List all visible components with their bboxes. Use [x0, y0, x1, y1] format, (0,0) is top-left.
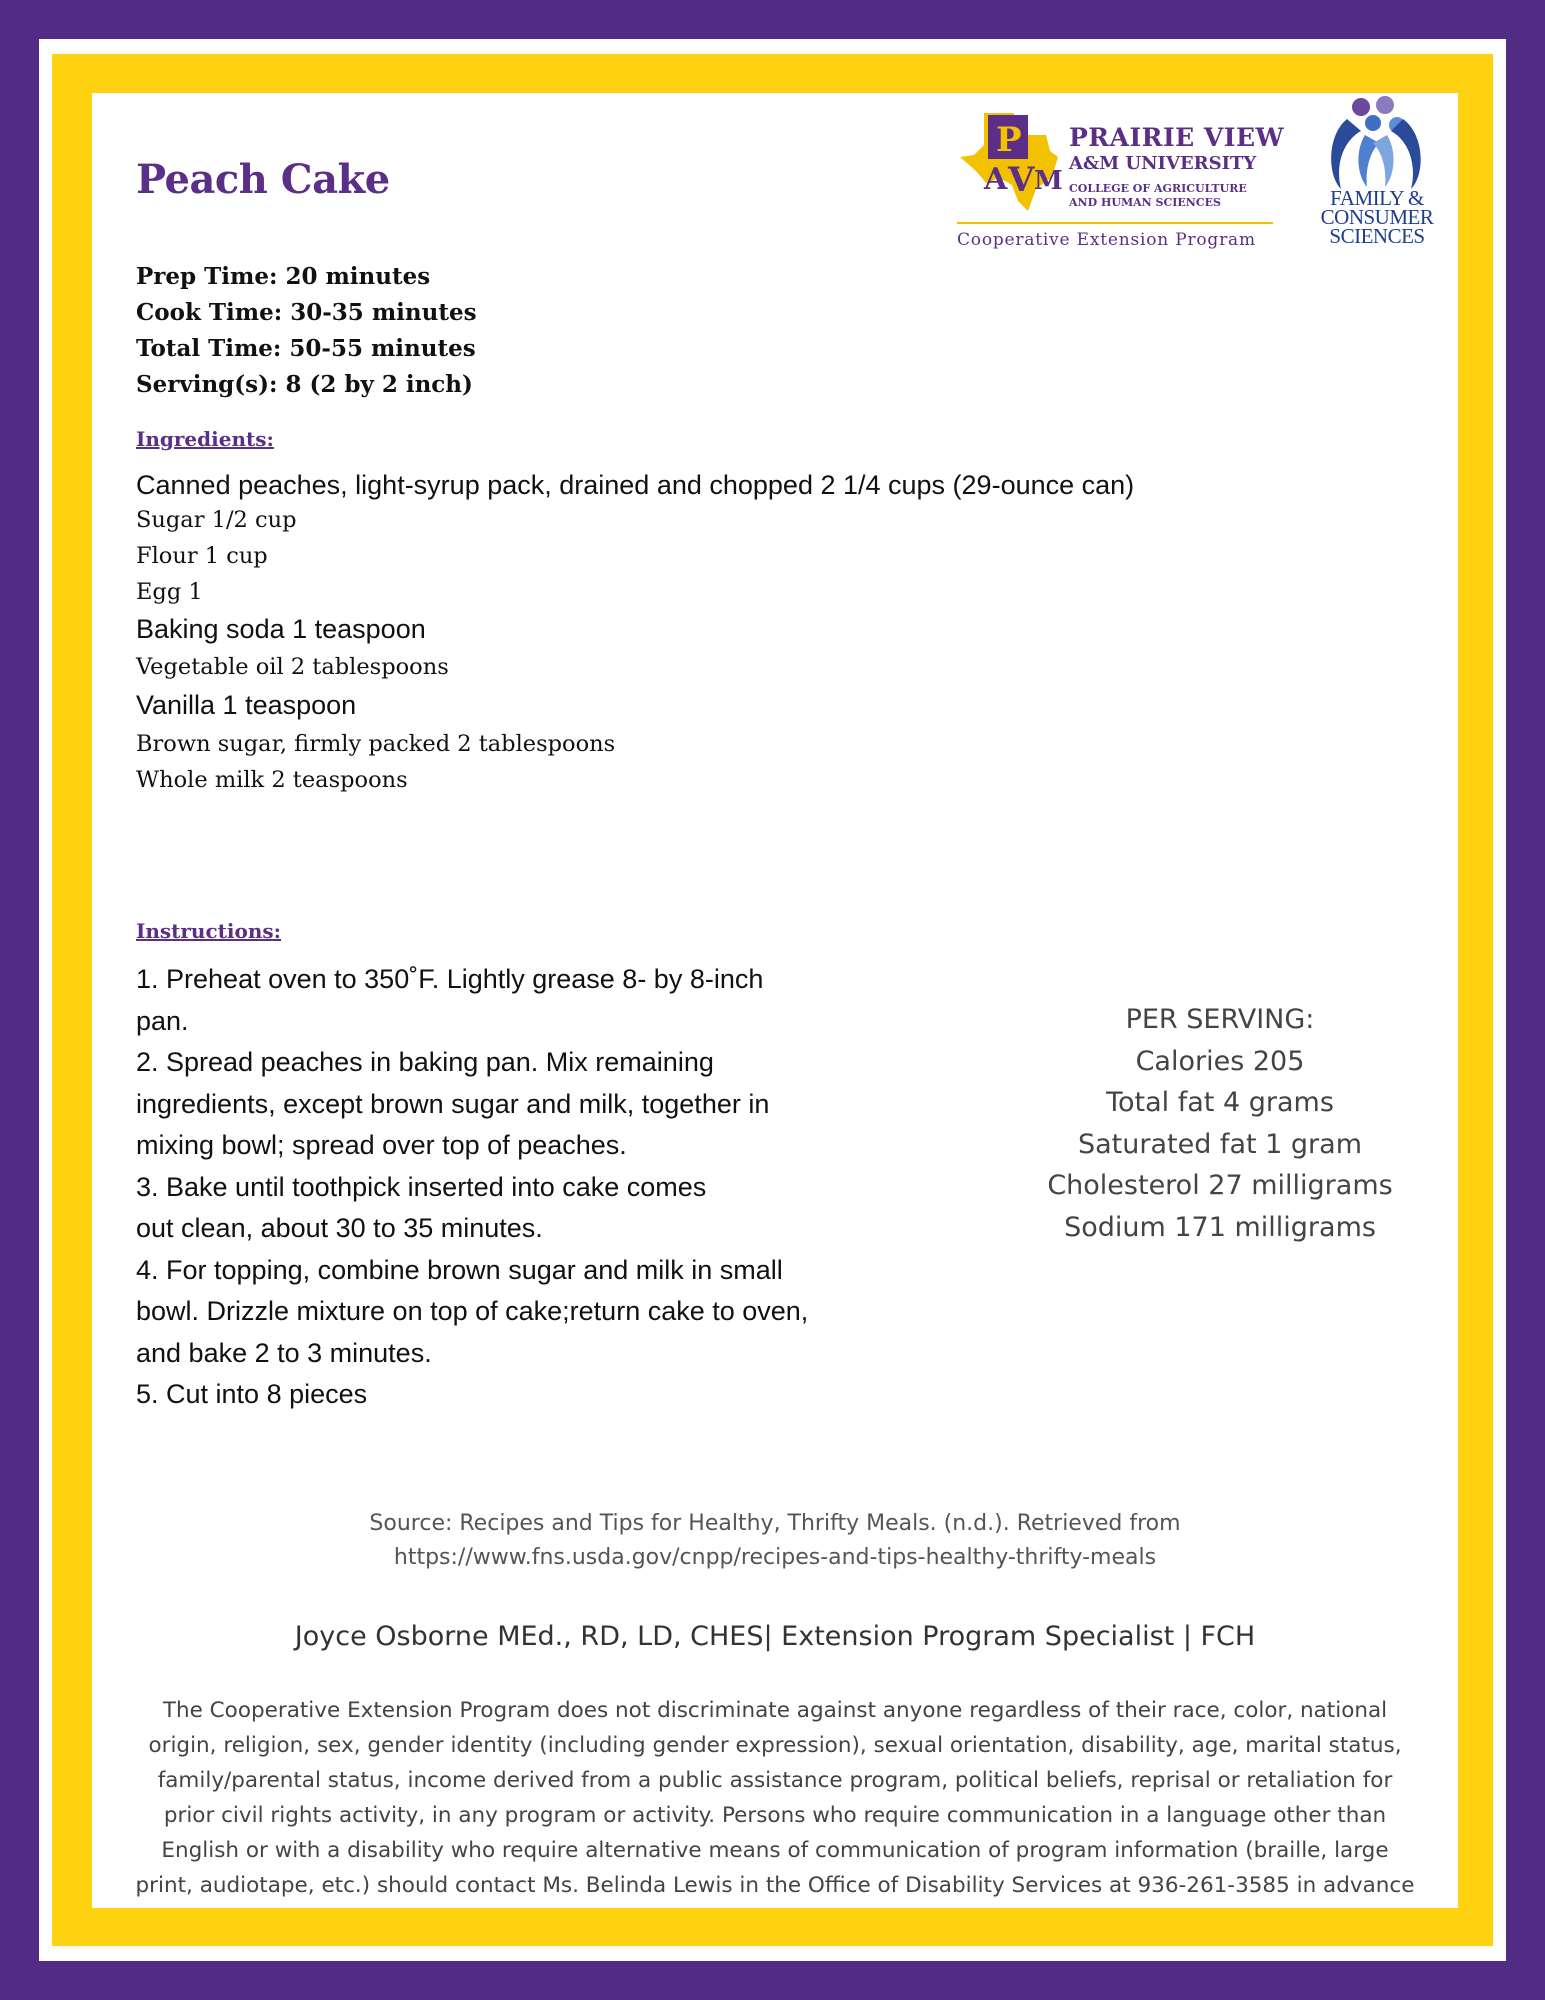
instructions-list	[136, 959, 916, 1416]
disclaimer-line: print, audiotape, etc.) should contact Ms. Belinda Lewis in the Office of Disability Services at 936-261-3585 in advance	[135, 1873, 1415, 1898]
ingredient-item: Canned peaches, light-syrup pack, drained and chopped 2 1/4 cups (29-ounce can)	[136, 470, 1135, 500]
nutrition-sodium: Sodium 171 milligrams	[1064, 1211, 1376, 1243]
ingredient-item: Whole milk 2 teaspoons	[136, 767, 408, 793]
instruction-line: 4. For topping, combine brown sugar and milk in small	[136, 1254, 783, 1285]
instruction-line: bowl. Drizzle mixture on top of cake;return cake to oven,	[136, 1296, 809, 1326]
instruction-line: 5. Cut into 8 pieces	[136, 1379, 368, 1409]
recipe-page	[92, 93, 1458, 1908]
instruction-line: 3. Bake until toothpick inserted into cake comes	[136, 1171, 707, 1202]
nutrition-saturated-fat: Saturated fat 1 gram	[1077, 1128, 1362, 1160]
svg-text:M: M	[1034, 166, 1063, 196]
fcs-line1: FAMILY &	[1330, 186, 1424, 210]
nutrition-cholesterol: Cholesterol 27 milligrams	[1047, 1170, 1393, 1201]
fcs-wordmark	[1307, 186, 1447, 248]
ingredient-item: Egg 1	[136, 579, 203, 605]
pv-name-line2: A&M UNIVERSITY	[1069, 153, 1257, 174]
ingredient-item: Baking soda 1 teaspoon	[136, 614, 426, 644]
pvamu-emblem-icon	[954, 105, 1066, 223]
pv-college-line2: AND HUMAN SCIENCES	[1069, 196, 1221, 209]
author-credit: Joyce Osborne MEd., RD, LD, CHES| Extension Program Specialist | FCH	[294, 1621, 1256, 1652]
instruction-line: 2. Spread peaches in baking pan. Mix remaining	[136, 1047, 714, 1077]
nutrition-facts	[1030, 999, 1410, 1248]
nutrition-calories: Calories 205	[1135, 1045, 1305, 1077]
fcs-line3: SCIENCES	[1329, 224, 1425, 248]
disclaimer-line: family/parental status, income derived from a public assistance program, political beliefs, reprisal or retaliation for	[157, 1768, 1393, 1793]
svg-text:V: V	[1008, 160, 1035, 200]
disclaimer-line: The Cooperative Extension Program does not discriminate against anyone regardless of their race, color, national	[162, 1698, 1388, 1723]
ingredient-item: Vegetable oil 2 tablespoons	[136, 654, 449, 680]
servings: Serving(s): 8 (2 by 2 inch)	[136, 371, 473, 398]
prairie-view-logo	[954, 105, 1285, 255]
instruction-line: ingredients, except brown sugar and milk, together in	[136, 1088, 770, 1119]
ingredients-heading: Ingredients:	[136, 427, 274, 451]
nutrition-heading: PER SERVING:	[1125, 1004, 1315, 1035]
instruction-line: pan.	[136, 1005, 189, 1036]
family-figures-icon	[1307, 95, 1447, 191]
ingredient-item: Vanilla 1 teaspoon	[136, 690, 357, 720]
instruction-line: out clean, about 30 to 35 minutes.	[136, 1213, 543, 1243]
recipe-times	[136, 259, 477, 403]
nondiscrimination-statement	[102, 1693, 1448, 1903]
total-time: Total Time: 50-55 minutes	[136, 335, 476, 362]
nutrition-total-fat: Total fat 4 grams	[1106, 1087, 1334, 1118]
pv-college-name	[1069, 182, 1247, 210]
ingredient-item: Sugar 1/2 cup	[136, 507, 297, 533]
prep-time: Prep Time: 20 minutes	[136, 263, 431, 290]
source-url: https://www.fns.usda.gov/cnpp/recipes-and-tips-healthy-thrifty-meals	[393, 1545, 1157, 1570]
pv-name-line1: PRAIRIE VIEW	[1069, 123, 1285, 152]
disclaimer-line: English or with a disability who require alternative means of communication of program information (braille, large	[161, 1838, 1389, 1863]
instruction-line: mixing bowl; spread over top of peaches.	[136, 1130, 627, 1160]
disclaimer-line: prior civil rights activity, in any program or activity. Persons who require communication in a language other than	[163, 1803, 1387, 1828]
logo-divider	[957, 222, 1273, 224]
recipe-title: Peach Cake	[136, 156, 390, 203]
svg-text:A: A	[984, 162, 1008, 197]
cook-time: Cook Time: 30-35 minutes	[136, 299, 477, 326]
fcs-logo	[1307, 95, 1447, 255]
instructions-heading: Instructions:	[136, 919, 282, 943]
ingredient-item: Brown sugar, firmly packed 2 tablespoons	[136, 731, 616, 757]
ingredient-item: Flour 1 cup	[136, 543, 268, 569]
instruction-line: 1. Preheat oven to 350˚F. Lightly grease 8- by 8-inch	[136, 964, 764, 994]
coop-extension-label: Cooperative Extension Program	[957, 230, 1256, 250]
fcs-line2: CONSUMER	[1320, 205, 1434, 229]
instruction-line: and bake 2 to 3 minutes.	[136, 1337, 432, 1368]
source-citation	[92, 1507, 1458, 1575]
pv-college-line1: COLLEGE OF AGRICULTURE	[1069, 182, 1247, 195]
disclaimer-line: origin, religion, sex, gender identity (including gender expression), sexual orientation, disability, age, marital status,	[148, 1733, 1402, 1758]
svg-text:P: P	[996, 120, 1022, 160]
source-line1: Source: Recipes and Tips for Healthy, Thrifty Meals. (n.d.). Retrieved from	[369, 1511, 1181, 1536]
